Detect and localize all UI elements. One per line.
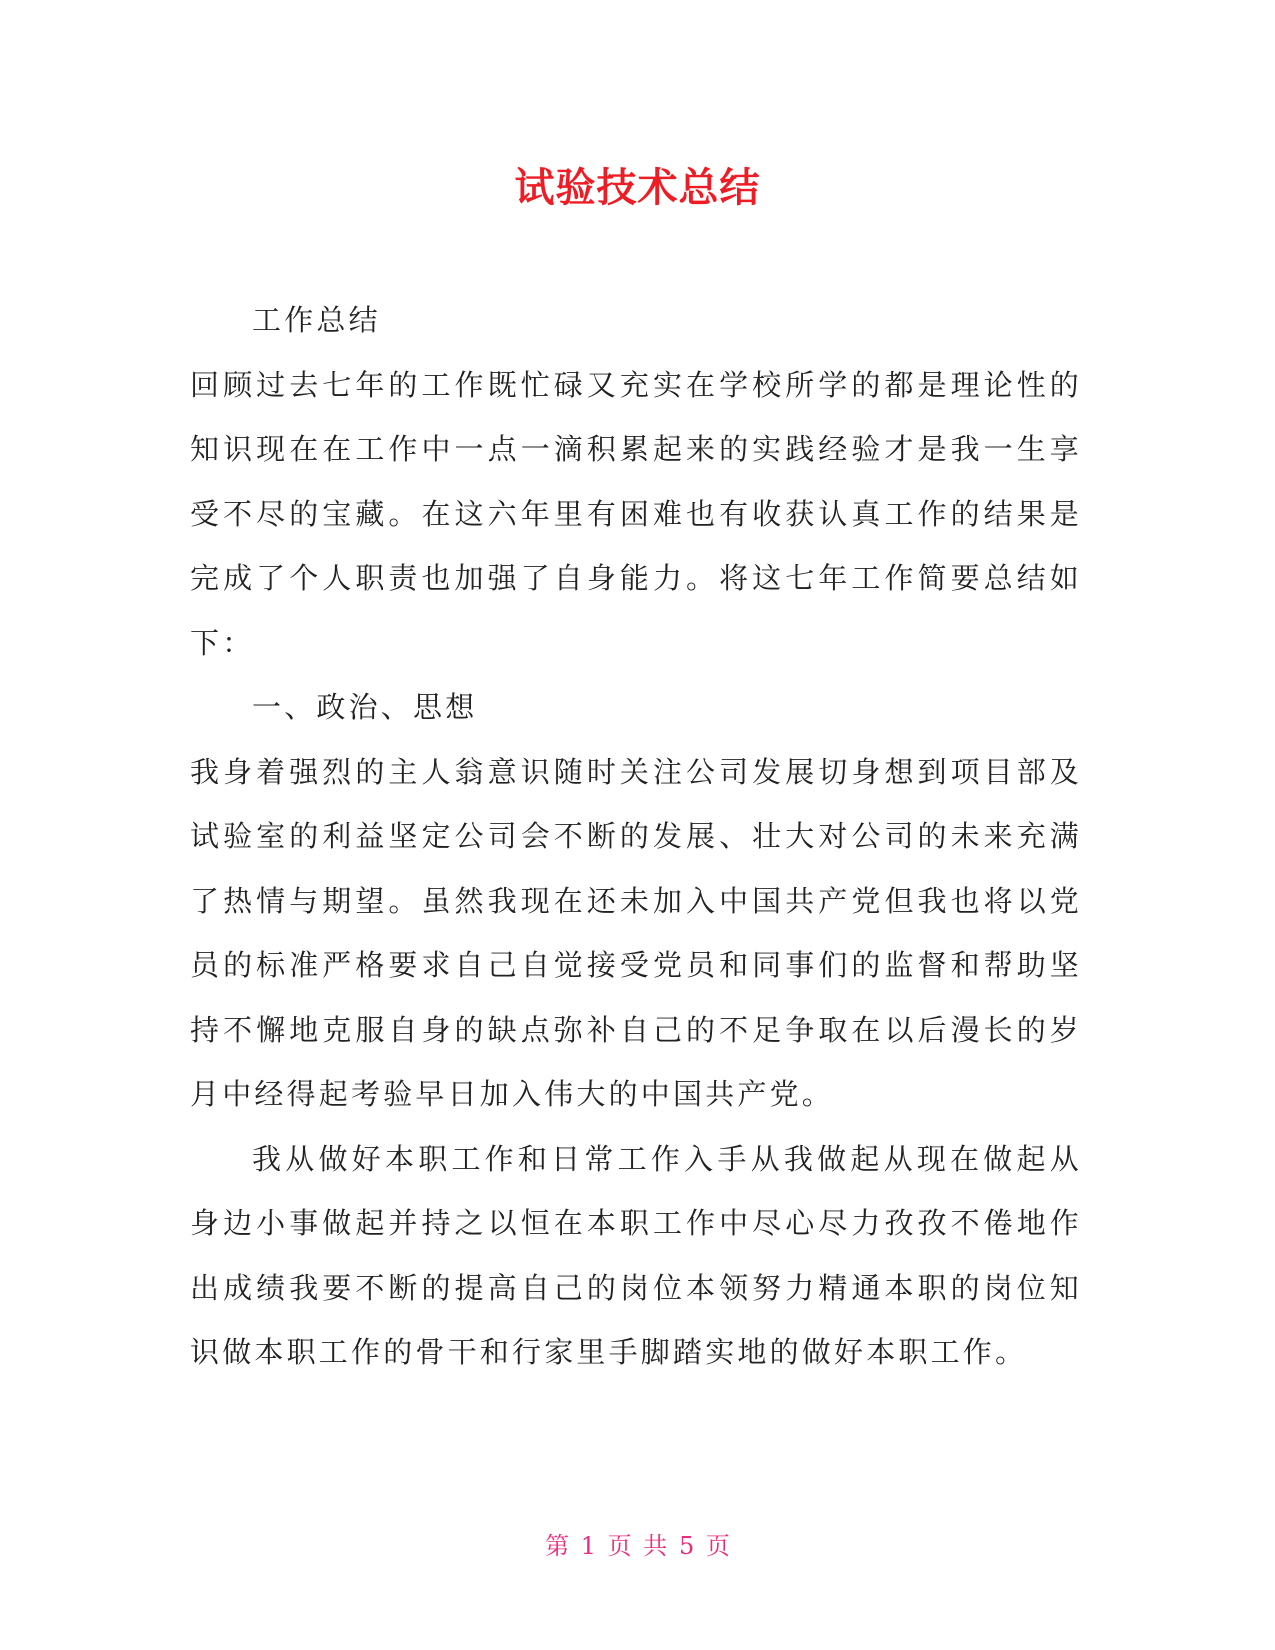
section-heading-work-summary: 工作总结 bbox=[252, 303, 381, 337]
document-title: 试验技术总结 bbox=[514, 165, 761, 211]
paragraph-job-duties: 我从做好本职工作和日常工作入手从我做起从现在做起从身边小事做起并持之以恒在本职工作中尽心尽力孜孜不倦地作出成绩我要不断的提高自己的岗位本领努力精通本职的岗位知识做本职工作的骨干和行家里手脚踏实地的做好本职工作。 bbox=[190, 1141, 1082, 1369]
section-heading-politics-thought: 一、政治、思想 bbox=[252, 690, 478, 724]
paragraph-review: 回顾过去七年的工作既忙碌又充实在学校所学的都是理论性的知识现在在工作中一点一滴积累起来的实践经验才是我一生享受不尽的宝藏。在这六年里有困难也有收获认真工作的结果是完成了个人职责也加强了自身能力。将这七年工作简要总结如下： bbox=[190, 367, 1082, 660]
paragraph-politics: 我身着强烈的主人翁意识随时关注公司发展切身想到项目部及试验室的利益坚定公司会不断的发展、壮大对公司的未来充满了热情与期望。虽然我现在还未加入中国共产党但我也将以党员的标准严格要求自己自觉接受党员和同事们的监督和帮助坚持不懈地克服自身的缺点弥补自己的不足争取在以后漫长的岁月中经得起考验早日加入伟大的中国共产党。 bbox=[190, 754, 1082, 1111]
document-body bbox=[190, 288, 1082, 1385]
page-number-footer: 第 1 页 共 5 页 bbox=[545, 1532, 730, 1560]
